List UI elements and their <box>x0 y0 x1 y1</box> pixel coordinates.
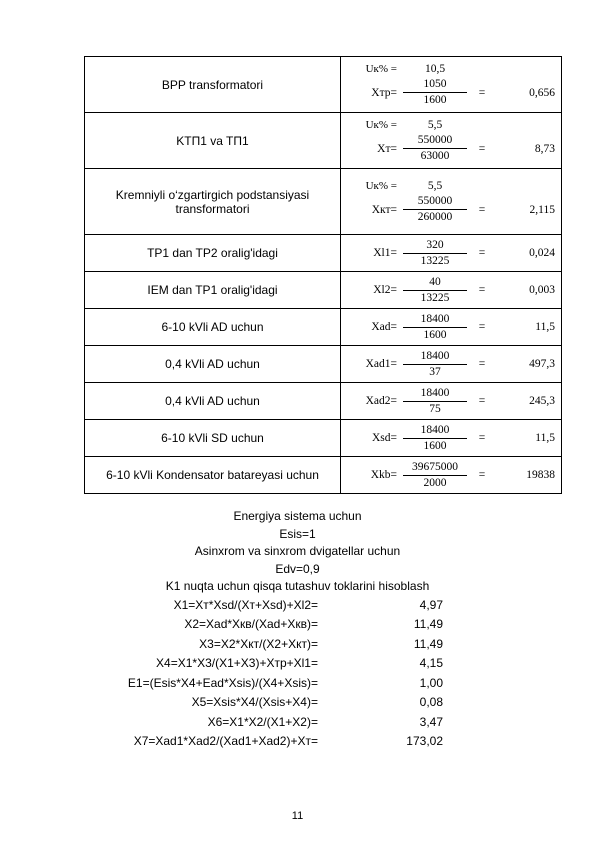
equation-line <box>0 615 595 635</box>
table-row <box>85 457 562 494</box>
uk-label: Uк% = <box>365 63 397 75</box>
equation-expression: E1=(Esis*X4+Ead*Xsis)/(X4+Xsis)= <box>127 675 318 690</box>
element-name: BPP transformatori <box>85 57 341 113</box>
fraction <box>403 460 467 491</box>
reactance-symbol: Xad2= <box>365 395 397 407</box>
element-name: 6-10 kVli Kondensator batareyasi uchun <box>85 457 341 494</box>
numerator: 18400 <box>420 349 450 362</box>
uk-percent-line <box>341 117 561 133</box>
equation-line <box>0 596 595 616</box>
equation-line <box>0 654 595 674</box>
fraction <box>403 194 467 225</box>
fraction <box>403 275 467 306</box>
calculation-section <box>0 508 595 752</box>
equation-expression: X7=Xad1*Xad2/(Xad1+Xad2)+Xт= <box>133 734 318 748</box>
denominator: 2000 <box>423 476 447 489</box>
uk-percent-line <box>341 178 561 194</box>
table-row <box>85 235 562 272</box>
fraction <box>403 423 467 454</box>
formula-cell <box>341 113 562 169</box>
equation-expression: X6=X1*X2/(X1+X2)= <box>207 714 318 729</box>
equals-sign: = <box>478 142 486 155</box>
edv-value: Edv=0,9 <box>275 561 320 576</box>
uk-value: 5,5 <box>427 180 443 192</box>
numerator: 550000 <box>417 195 453 207</box>
equation-expression: X3=X2*Xкт/(X2+Xкт)= <box>199 636 318 651</box>
denominator: 37 <box>429 365 441 378</box>
table-row <box>85 420 562 457</box>
denominator: 260000 <box>417 211 453 223</box>
reactance-table <box>84 56 562 494</box>
reactance-symbol: Xтр= <box>371 86 397 99</box>
equation-result: 1,00 <box>419 675 443 690</box>
element-name: 6-10 kVli SD uchun <box>85 420 341 457</box>
numerator: 320 <box>426 238 444 251</box>
formula-cell <box>341 57 562 113</box>
equation-list <box>0 596 595 752</box>
denominator: 63000 <box>420 150 450 162</box>
numerator: 40 <box>429 275 441 288</box>
reactance-symbol: Xl2= <box>373 284 397 296</box>
element-name: IEM dan TP1 oralig'idagi <box>85 272 341 309</box>
uk-percent-line <box>341 61 561 77</box>
reactance-symbol: Xkb= <box>370 469 397 481</box>
equation-result: 11,49 <box>413 617 443 631</box>
equation-result: 4,97 <box>419 597 443 612</box>
equation-line <box>0 732 595 752</box>
equation-expression: X5=Xsis*X4/(Xsis+X4)= <box>191 695 318 709</box>
formula-cell <box>341 309 562 346</box>
equation-result: 3,47 <box>419 714 443 729</box>
element-name: TP1 dan TP2 oralig'idagi <box>85 235 341 272</box>
result-value: 11,5 <box>535 321 555 333</box>
uk-value: 10,5 <box>424 63 446 75</box>
table-row <box>85 113 562 169</box>
equation-expression: X4=X1*X3/(X1+X3)+Xтр+Xl1= <box>156 656 318 670</box>
formula-cell <box>341 383 562 420</box>
formula-cell <box>341 457 562 494</box>
denominator: 13225 <box>420 254 450 267</box>
denominator: 1600 <box>423 439 447 452</box>
denominator: 13225 <box>420 291 450 304</box>
uk-value: 5,5 <box>427 119 443 131</box>
result-value: 0,003 <box>529 284 555 296</box>
element-name: 6-10 kVli AD uchun <box>85 309 341 346</box>
result-value: 0,656 <box>529 86 555 99</box>
element-name: 0,4 kVli AD uchun <box>85 383 341 420</box>
equation-line <box>0 693 595 713</box>
k1-heading: K1 nuqta uchun qisqa tutashuv toklarini hisoblash <box>165 579 430 593</box>
table-row <box>85 309 562 346</box>
denominator: 1600 <box>423 328 447 341</box>
esis-value: Esis=1 <box>279 526 316 541</box>
equals-sign: = <box>478 247 486 259</box>
result-value: 0,024 <box>529 247 555 259</box>
equation-expression: X2=Xad*Xкв/(Xad+Xкв)= <box>184 617 318 631</box>
result-value: 11,5 <box>535 432 555 444</box>
table-row <box>85 346 562 383</box>
formula-cell <box>341 346 562 383</box>
reactance-symbol: Xad1= <box>365 358 397 370</box>
reactance-symbol: Xкт= <box>371 203 397 216</box>
numerator: 18400 <box>420 423 450 436</box>
table-row <box>85 272 562 309</box>
formula-cell <box>341 420 562 457</box>
fraction <box>403 349 467 380</box>
numerator: 18400 <box>420 312 450 325</box>
equation-line <box>0 713 595 733</box>
reactance-symbol: Xт= <box>377 142 397 155</box>
equation-line <box>0 635 595 655</box>
element-name: 0,4 kVli AD uchun <box>85 346 341 383</box>
equation-result: 0,08 <box>419 695 443 709</box>
equals-sign: = <box>478 395 486 407</box>
formula-cell <box>341 235 562 272</box>
fraction <box>403 312 467 343</box>
table-row <box>85 57 562 113</box>
equals-sign: = <box>478 432 486 444</box>
equals-sign: = <box>478 203 486 216</box>
numerator: 1050 <box>423 78 447 90</box>
equation-result: 11,49 <box>413 636 443 651</box>
table-row <box>85 169 562 235</box>
fraction <box>403 238 467 269</box>
equals-sign: = <box>478 469 486 481</box>
equation-expression: X1=Xт*Xsd/(Xт+Xsd)+Xl2= <box>173 597 318 612</box>
result-value: 19838 <box>526 469 555 481</box>
denominator: 75 <box>429 402 441 415</box>
equation-line <box>0 674 595 694</box>
result-value: 245,3 <box>529 395 555 407</box>
formula-cell <box>341 169 562 235</box>
page-number: 11 <box>291 810 304 822</box>
table-row <box>85 383 562 420</box>
numerator: 18400 <box>420 386 450 399</box>
energy-system-heading: Energiya sistema uchun <box>233 509 362 523</box>
fraction <box>403 386 467 417</box>
result-value: 2,115 <box>529 203 555 216</box>
reactance-symbol: Xl1= <box>373 247 397 259</box>
reactance-symbol: Xsd= <box>371 432 397 444</box>
equals-sign: = <box>478 86 486 99</box>
formula-cell <box>341 272 562 309</box>
fraction <box>403 77 467 108</box>
result-value: 497,3 <box>529 358 555 370</box>
motors-heading: Asinxrom va sinxrom dvigatellar uchun <box>194 544 401 558</box>
equation-result: 4,15 <box>419 656 443 670</box>
numerator: 39675000 <box>412 460 458 473</box>
uk-label: Uк% = <box>365 119 397 131</box>
element-name: KTП1 va TП1 <box>85 113 341 169</box>
uk-label: Uк% = <box>365 180 397 192</box>
equals-sign: = <box>478 358 486 370</box>
equals-sign: = <box>478 284 486 296</box>
equals-sign: = <box>478 321 486 333</box>
fraction <box>403 133 467 164</box>
denominator: 1600 <box>423 94 447 106</box>
element-name: Kremniyli o‘zgartirgich podstansiyasi transformatori <box>85 169 341 235</box>
numerator: 550000 <box>417 134 453 146</box>
result-value: 8,73 <box>534 142 555 155</box>
equation-result: 173,02 <box>406 734 443 748</box>
reactance-symbol: Xad= <box>371 321 397 333</box>
